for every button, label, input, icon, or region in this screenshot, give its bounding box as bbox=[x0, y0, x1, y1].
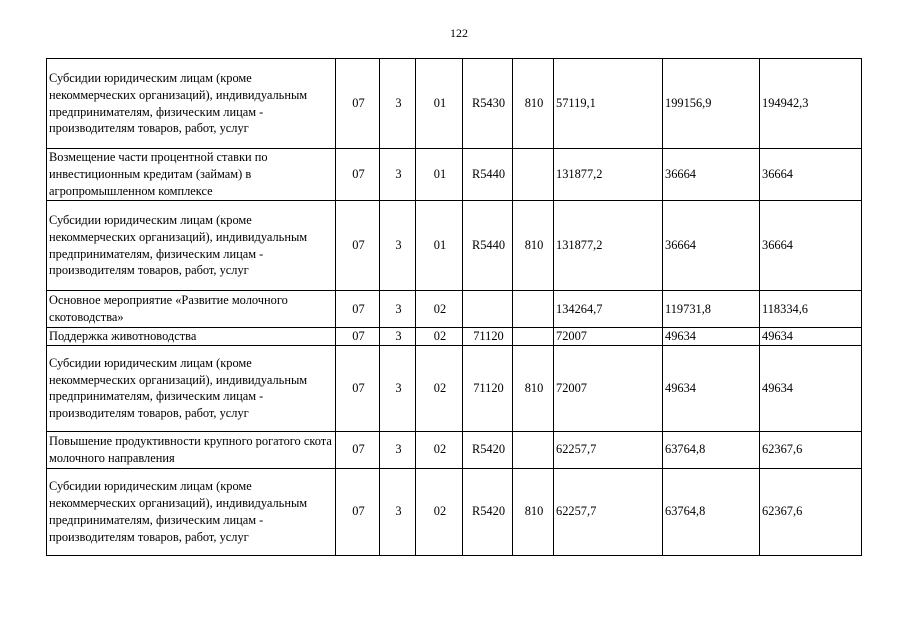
description-cell bbox=[47, 468, 336, 555]
amount-cell: 63764,8 bbox=[663, 468, 760, 555]
budget-table bbox=[46, 58, 862, 556]
description-cell bbox=[47, 328, 336, 346]
subprogram-code-cell: 01 bbox=[416, 149, 463, 201]
row-description: Субсидии юридическим лицам (кроме некоммерческих организаций), индивидуальным предпринимателям, физическим лицам - производителям товаров, работ, услуг bbox=[49, 70, 308, 136]
target-code-cell: 71120 bbox=[463, 328, 513, 346]
program-code-cell: 3 bbox=[380, 345, 416, 431]
row-description: Основное мероприятие «Развитие молочного скотоводства» bbox=[49, 293, 288, 324]
subprogram-code-cell: 02 bbox=[416, 431, 463, 468]
program-code-cell: 3 bbox=[380, 201, 416, 291]
amount-cell: 36664 bbox=[663, 201, 760, 291]
expense-type-cell bbox=[513, 431, 554, 468]
amount-cell: 49634 bbox=[663, 345, 760, 431]
table-row bbox=[47, 291, 862, 328]
amount-cell: 118334,6 bbox=[760, 291, 862, 328]
amount-cell: 131877,2 bbox=[554, 201, 663, 291]
section-code-cell: 07 bbox=[336, 468, 380, 555]
target-code-cell: R5440 bbox=[463, 201, 513, 291]
table-body bbox=[47, 59, 862, 556]
section-code-cell: 07 bbox=[336, 328, 380, 346]
target-code-cell: R5430 bbox=[463, 59, 513, 149]
amount-cell: 72007 bbox=[554, 345, 663, 431]
row-description: Поддержка животноводства bbox=[49, 329, 197, 343]
section-code-cell: 07 bbox=[336, 291, 380, 328]
subprogram-code-cell: 01 bbox=[416, 201, 463, 291]
table-row bbox=[47, 201, 862, 291]
row-description: Повышение продуктивности крупного рогатого скота молочного направления bbox=[49, 434, 332, 465]
row-description: Субсидии юридическим лицам (кроме некоммерческих организаций), индивидуальным предпринимателям, физическим лицам - производителям товаров, работ, услуг bbox=[49, 212, 308, 278]
amount-cell: 62257,7 bbox=[554, 468, 663, 555]
description-cell bbox=[47, 291, 336, 328]
target-code-cell: R5440 bbox=[463, 149, 513, 201]
amount-cell: 194942,3 bbox=[760, 59, 862, 149]
amount-cell: 49634 bbox=[760, 328, 862, 346]
subprogram-code-cell: 02 bbox=[416, 345, 463, 431]
amount-cell: 63764,8 bbox=[663, 431, 760, 468]
program-code-cell: 3 bbox=[380, 328, 416, 346]
amount-cell: 62367,6 bbox=[760, 468, 862, 555]
target-code-cell: R5420 bbox=[463, 468, 513, 555]
subprogram-code-cell: 02 bbox=[416, 468, 463, 555]
description-cell bbox=[47, 431, 336, 468]
program-code-cell: 3 bbox=[380, 149, 416, 201]
amount-cell: 49634 bbox=[663, 328, 760, 346]
program-code-cell: 3 bbox=[380, 468, 416, 555]
expense-type-cell bbox=[513, 328, 554, 346]
subprogram-code-cell: 02 bbox=[416, 328, 463, 346]
row-description: Субсидии юридическим лицам (кроме некоммерческих организаций), индивидуальным предпринимателям, физическим лицам - производителям товаров, работ, услуг bbox=[49, 355, 308, 421]
expense-type-cell: 810 bbox=[513, 201, 554, 291]
program-code-cell: 3 bbox=[380, 431, 416, 468]
subprogram-code-cell: 01 bbox=[416, 59, 463, 149]
program-code-cell: 3 bbox=[380, 291, 416, 328]
subprogram-code-cell: 02 bbox=[416, 291, 463, 328]
section-code-cell: 07 bbox=[336, 149, 380, 201]
row-description: Возмещение части процентной ставки по инвестиционным кредитам (займам) в агропромышленном комплексе bbox=[49, 150, 268, 198]
description-cell bbox=[47, 149, 336, 201]
amount-cell: 134264,7 bbox=[554, 291, 663, 328]
amount-cell: 199156,9 bbox=[663, 59, 760, 149]
program-code-cell: 3 bbox=[380, 59, 416, 149]
description-cell bbox=[47, 201, 336, 291]
page-number: 122 bbox=[450, 26, 468, 40]
amount-cell: 72007 bbox=[554, 328, 663, 346]
target-code-cell: 71120 bbox=[463, 345, 513, 431]
expense-type-cell: 810 bbox=[513, 468, 554, 555]
section-code-cell: 07 bbox=[336, 59, 380, 149]
table-row bbox=[47, 431, 862, 468]
expense-type-cell: 810 bbox=[513, 345, 554, 431]
amount-cell: 36664 bbox=[760, 149, 862, 201]
amount-cell: 119731,8 bbox=[663, 291, 760, 328]
table-row bbox=[47, 149, 862, 201]
table-row bbox=[47, 59, 862, 149]
table-row bbox=[47, 345, 862, 431]
amount-cell: 49634 bbox=[760, 345, 862, 431]
expense-type-cell bbox=[513, 291, 554, 328]
table-row bbox=[47, 468, 862, 555]
description-cell bbox=[47, 59, 336, 149]
target-code-cell: R5420 bbox=[463, 431, 513, 468]
amount-cell: 36664 bbox=[663, 149, 760, 201]
section-code-cell: 07 bbox=[336, 431, 380, 468]
amount-cell: 131877,2 bbox=[554, 149, 663, 201]
amount-cell: 57119,1 bbox=[554, 59, 663, 149]
section-code-cell: 07 bbox=[336, 201, 380, 291]
expense-type-cell bbox=[513, 149, 554, 201]
target-code-cell bbox=[463, 291, 513, 328]
amount-cell: 36664 bbox=[760, 201, 862, 291]
amount-cell: 62367,6 bbox=[760, 431, 862, 468]
section-code-cell: 07 bbox=[336, 345, 380, 431]
expense-type-cell: 810 bbox=[513, 59, 554, 149]
description-cell bbox=[47, 345, 336, 431]
table-row bbox=[47, 328, 862, 346]
amount-cell: 62257,7 bbox=[554, 431, 663, 468]
row-description: Субсидии юридическим лицам (кроме некоммерческих организаций), индивидуальным предпринимателям, физическим лицам - производителям товаров, работ, услуг bbox=[49, 479, 308, 544]
